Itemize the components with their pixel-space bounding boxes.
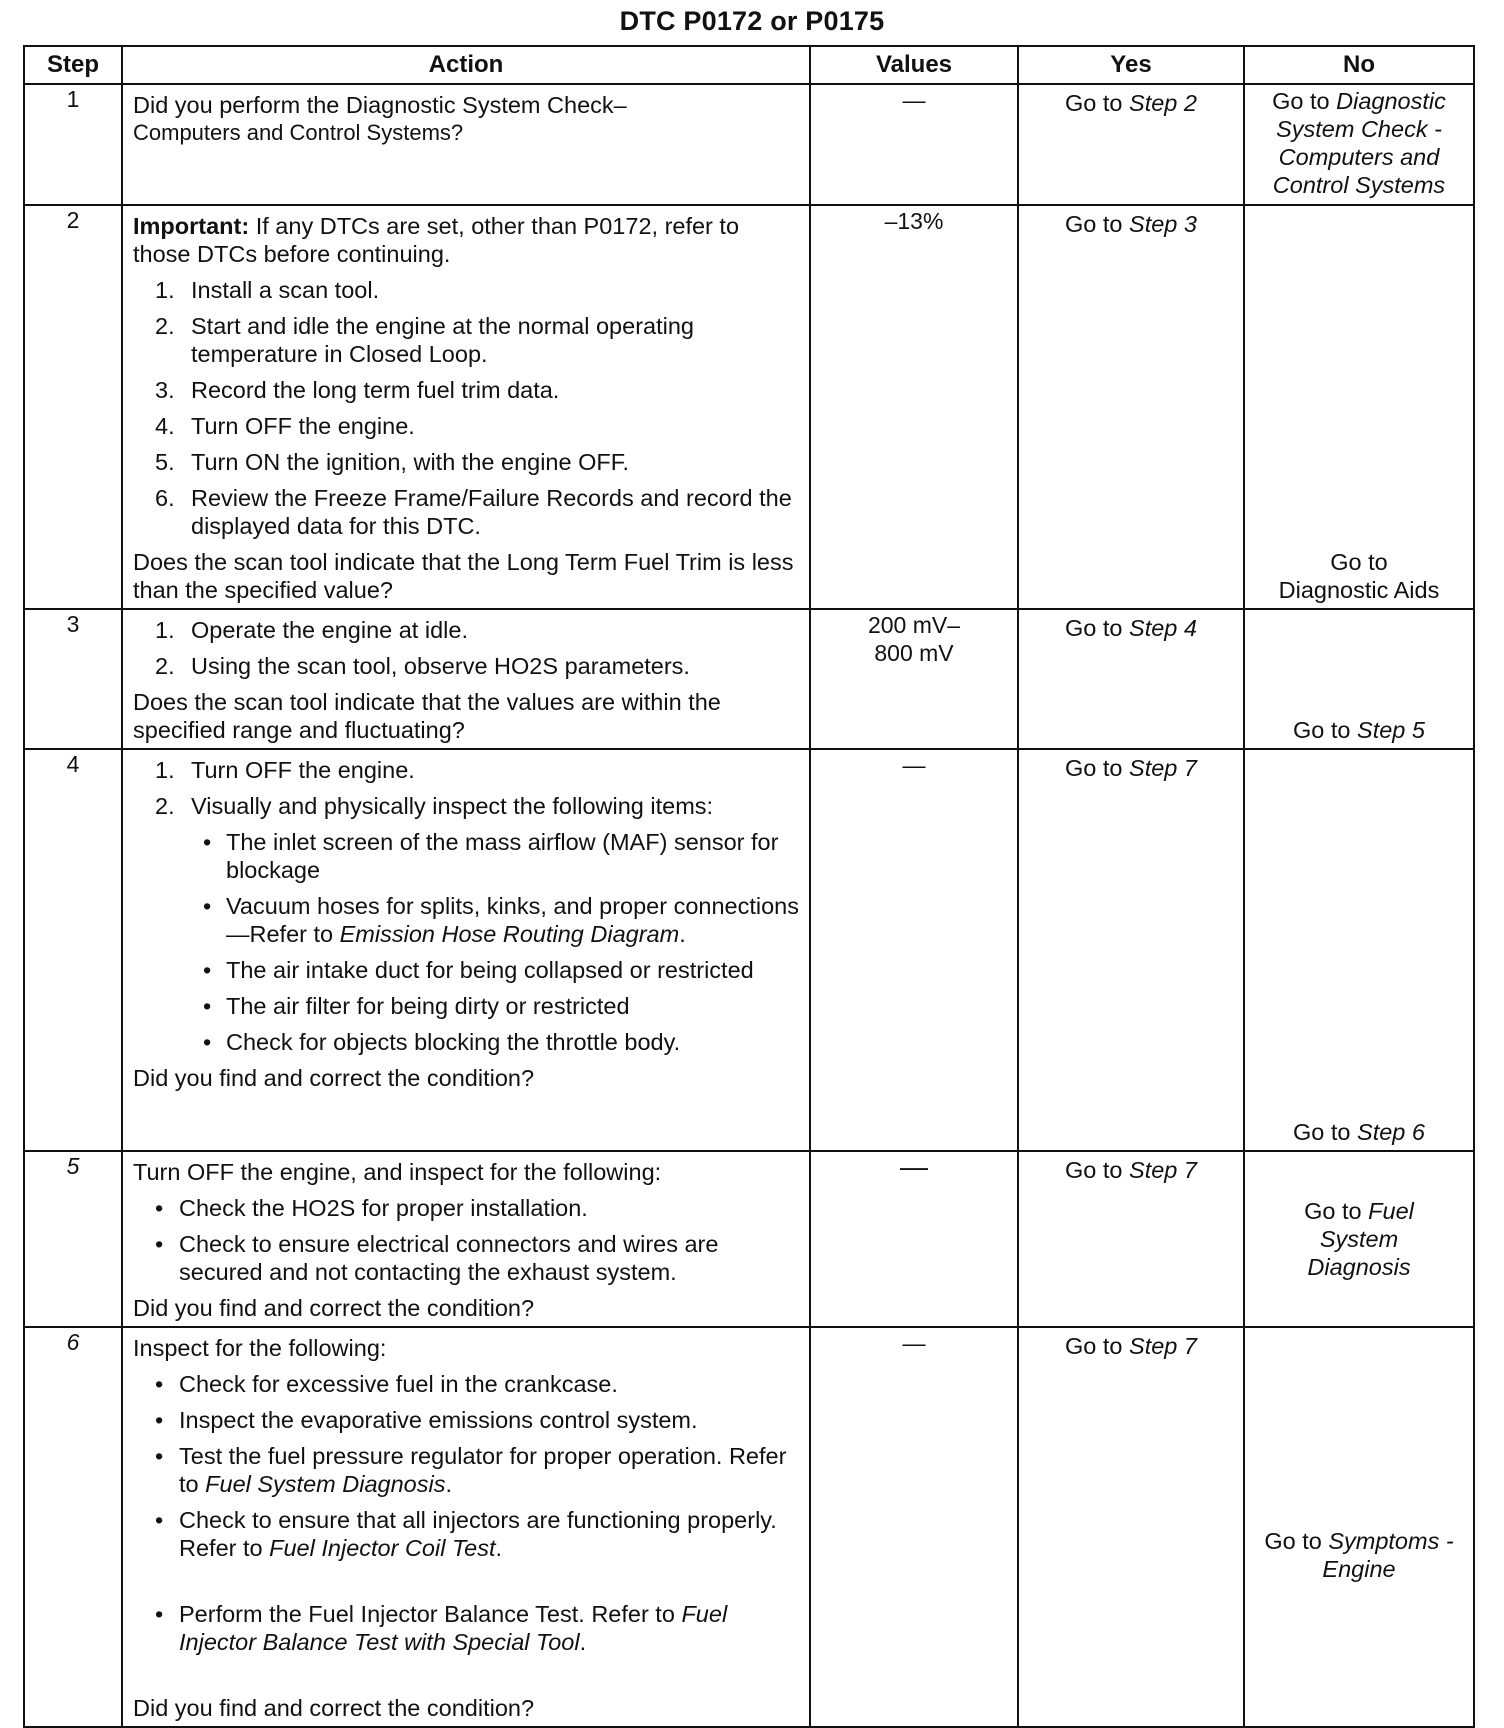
- list-item: 5. Turn ON the ignition, with the engine OFF.: [155, 449, 630, 475]
- yes-link[interactable]: Go to Step 7: [1018, 1151, 1244, 1327]
- bullet-item: • Inspect the evaporative emissions control system.: [155, 1407, 698, 1433]
- yes-link[interactable]: Go to Step 3: [1018, 205, 1244, 609]
- action-text: Computers and Control Systems?: [133, 120, 464, 145]
- step-value: —: [810, 1151, 1018, 1327]
- step-action: [122, 749, 810, 1151]
- step-number: 6: [24, 1327, 122, 1727]
- yes-link[interactable]: Go to Step 7: [1018, 1327, 1244, 1727]
- bullet-item: • The air intake duct for being collapsed or restricted: [203, 957, 754, 983]
- bullet-item: • Vacuum hoses for splits, kinks, and proper connections—Refer to Emission Hose Routing Diagram.: [203, 893, 799, 947]
- list-item: 2. Start and idle the engine at the normal operating temperature in Closed Loop.: [155, 313, 694, 367]
- no-link[interactable]: Go to Step 6: [1244, 749, 1474, 1151]
- bullet-item: • The inlet screen of the mass airflow (MAF) sensor for blockage: [203, 829, 779, 883]
- list-item: 3. Record the long term fuel trim data.: [155, 377, 560, 403]
- reference-link[interactable]: Emission Hose Routing Diagram: [339, 921, 680, 947]
- step-value: 200 mV– 800 mV: [810, 609, 1018, 749]
- list-item: 1. Operate the engine at idle.: [155, 617, 468, 643]
- reference-link[interactable]: Fuel Injector Balance Test with Special Tool: [179, 1601, 728, 1655]
- reference-link[interactable]: Fuel System Diagnosis: [205, 1471, 446, 1497]
- step-action: [122, 609, 810, 749]
- list-item: 6. Review the Freeze Frame/Failure Records and record the displayed data for this DTC.: [155, 485, 792, 539]
- action-question: Does the scan tool indicate that the Long Term Fuel Trim is less than the specified value?: [133, 549, 794, 603]
- header-no: No: [1244, 46, 1474, 84]
- reference-link[interactable]: Fuel Injector Coil Test: [269, 1535, 496, 1561]
- yes-link[interactable]: Go to Step 7: [1018, 749, 1244, 1151]
- no-link[interactable]: Go to Diagnostic Aids: [1244, 205, 1474, 609]
- table-row: [24, 749, 1474, 1151]
- bullet-item: • Check the HO2S for proper installation.: [155, 1195, 588, 1221]
- table-header-row: [24, 46, 1474, 84]
- header-step: Step: [24, 46, 122, 84]
- list-item: 1. Turn OFF the engine.: [155, 757, 415, 783]
- step-value: –13%: [810, 205, 1018, 609]
- table-row: [24, 1327, 1474, 1727]
- action-text: Did you perform the Diagnostic System Check–: [133, 92, 627, 118]
- spacer: [133, 1562, 799, 1592]
- step-action: [122, 205, 810, 609]
- step-value: —: [810, 749, 1018, 1151]
- yes-link[interactable]: Go to Step 4: [1018, 609, 1244, 749]
- no-link[interactable]: Go to Fuel System Diagnosis: [1244, 1151, 1474, 1327]
- header-values: Values: [810, 46, 1018, 84]
- step-number: 2: [24, 205, 122, 609]
- step-number: 3: [24, 609, 122, 749]
- step-action: [122, 1327, 810, 1727]
- step-number: 5: [24, 1151, 122, 1327]
- list-item: 1. Install a scan tool.: [155, 277, 380, 303]
- action-intro: Inspect for the following:: [133, 1335, 387, 1361]
- list-item: 2. Using the scan tool, observe HO2S parameters.: [155, 653, 690, 679]
- bullet-item: • Check for excessive fuel in the crankcase.: [155, 1371, 618, 1397]
- bullet-item: • Check to ensure electrical connectors and wires are secured and not contacting the exhaust system.: [155, 1231, 719, 1285]
- step-value: —: [810, 1327, 1018, 1727]
- bullet-item: • The air filter for being dirty or restricted: [203, 993, 630, 1019]
- action-question: Did you find and correct the condition?: [133, 1295, 535, 1321]
- step-action: [122, 1151, 810, 1327]
- list-item: 4. Turn OFF the engine.: [155, 413, 415, 439]
- bullet-item: • Check for objects blocking the throttle body.: [203, 1029, 681, 1055]
- spacer: [133, 1656, 799, 1686]
- step-number: 4: [24, 749, 122, 1151]
- bullet-item: • Perform the Fuel Injector Balance Test. Refer to Fuel Injector Balance Test with Special Tool.: [155, 1601, 728, 1655]
- action-question: Does the scan tool indicate that the values are within the specified range and fluctuating?: [133, 689, 721, 743]
- important-note: Important: If any DTCs are set, other than P0172, refer to those DTCs before continuing.: [133, 213, 740, 267]
- page-title: DTC P0172 or P0175: [619, 6, 885, 36]
- list-item: 2. Visually and physically inspect the following items:: [155, 793, 714, 819]
- header-yes: Yes: [1018, 46, 1244, 84]
- action-question: Did you find and correct the condition?: [133, 1065, 535, 1091]
- action-question: Did you find and correct the condition?: [133, 1695, 535, 1721]
- no-link[interactable]: Go to Step 5: [1244, 609, 1474, 749]
- action-intro: Turn OFF the engine, and inspect for the following:: [133, 1159, 662, 1185]
- no-link[interactable]: Go to Diagnostic System Check - Computers and Control Systems: [1244, 84, 1474, 205]
- bullet-item: • Test the fuel pressure regulator for proper operation. Refer to Fuel System Diagnosis.: [155, 1443, 787, 1497]
- header-action: Action: [122, 46, 810, 84]
- step-action: [122, 84, 810, 205]
- diagnostic-table: [23, 45, 1475, 1728]
- table-row: [24, 609, 1474, 749]
- yes-link[interactable]: Go to Step 2: [1018, 84, 1244, 205]
- bullet-item: • Check to ensure that all injectors are functioning properly. Refer to Fuel Injector Coil Test.: [155, 1507, 777, 1561]
- table-row: [24, 205, 1474, 609]
- table-row: [24, 84, 1474, 205]
- step-value: —: [810, 84, 1018, 205]
- no-link[interactable]: Go to Symptoms - Engine: [1244, 1327, 1474, 1727]
- step-number: 1: [24, 84, 122, 205]
- table-row: [24, 1151, 1474, 1327]
